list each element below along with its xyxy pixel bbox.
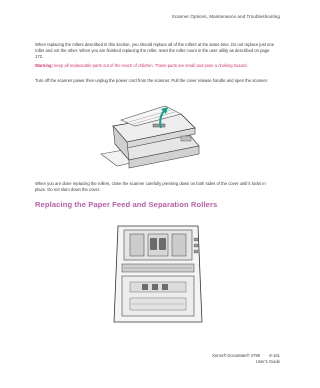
- scanner-open-illustration: [95, 96, 205, 170]
- open-scanner-paragraph: Turn off the scanner power then unplug the power cord from the scanner. Pull the cover release handle and open the scanner.: [35, 78, 269, 83]
- section-heading: Replacing the Paper Feed and Separation Rollers: [35, 200, 218, 209]
- warning-text: keep all replaceable parts out of the reach of children. These parts are small and pose a choking hazard.: [54, 63, 248, 68]
- scanner-interior-illustration: [112, 222, 204, 328]
- warning-label: Warning:: [35, 63, 53, 68]
- footer-page-number: 9-161: [269, 353, 280, 358]
- close-scanner-paragraph: When you are done replacing the rollers, close the scanner carefully pressing down on both sides of the cover until it locks in place. Do not slam down the cover.: [35, 181, 266, 192]
- footer-product-name: Xerox® DocuMate® 4799: [212, 353, 260, 358]
- intro-paragraph: When replacing the rollers described in this section, you should replace all of the rollers at the same time. Do not replace just one roller and not the other. When you are finished replacing the roller, reset the roller count in the user utility as described on page 172.: [35, 42, 275, 59]
- warning-paragraph: [35, 63, 275, 69]
- footer-guide-title: User's Guide: [255, 359, 280, 364]
- running-header: Scanner Options, Maintenance and Troubleshooting: [171, 14, 280, 19]
